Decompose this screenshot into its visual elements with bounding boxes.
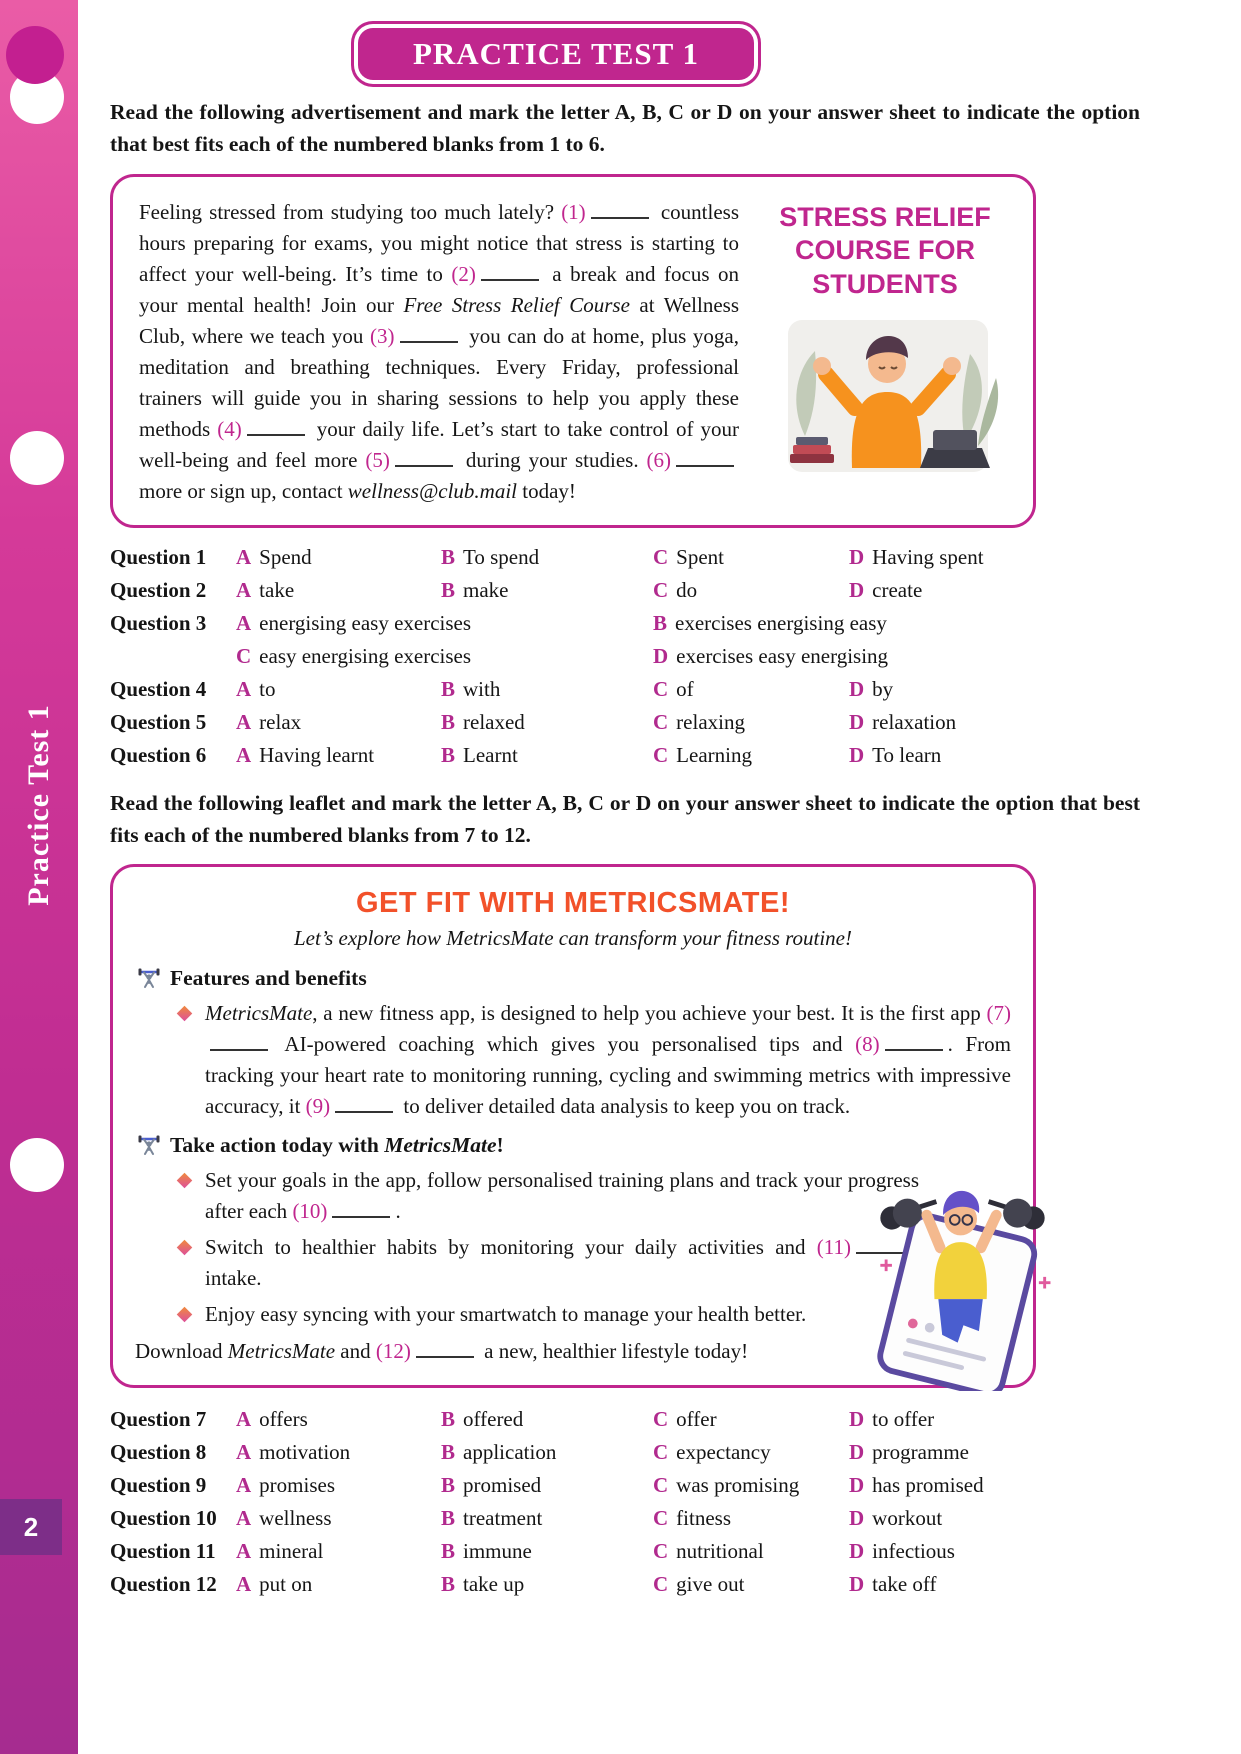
option-letter: C xyxy=(653,1506,669,1530)
option-a xyxy=(236,708,441,737)
option-text: offer xyxy=(676,1407,717,1431)
option-letter: A xyxy=(236,544,252,569)
blank-number: (10) xyxy=(292,1199,328,1223)
questions-1-6 xyxy=(110,543,1140,770)
question-row xyxy=(110,1504,1140,1533)
blank-number: (3) xyxy=(370,323,395,348)
question-row xyxy=(110,675,1140,704)
option-d xyxy=(849,576,1140,605)
blank-number: (4) xyxy=(217,416,242,441)
blank-line xyxy=(395,464,453,467)
part1-instructions: Read the following advertisement and mark the letter A, B, C or D on your answer sheet to indicate the option that best fits each of the numbered blanks from 1 to 6. xyxy=(110,100,1140,157)
option-a xyxy=(236,1537,441,1566)
option-text: of xyxy=(676,676,694,701)
option-a xyxy=(236,741,441,770)
bullet-text xyxy=(205,1232,919,1294)
option-letter: B xyxy=(441,1407,456,1431)
advertisement-box xyxy=(110,174,1036,528)
option-text: fitness xyxy=(676,1506,731,1530)
option-text: promised xyxy=(463,1473,542,1497)
option-letter: C xyxy=(653,1440,669,1464)
option-letter: A xyxy=(236,1407,252,1431)
option-text: relax xyxy=(259,709,302,734)
text-segment: Set your goals in the app, follow personalised training plans and track your progress after each xyxy=(205,1168,919,1223)
blank-line xyxy=(481,278,539,281)
option-d xyxy=(849,1570,1140,1599)
option-letter: B xyxy=(441,1572,456,1596)
leaflet-subtitle: Let’s explore how MetricsMate can transform your fitness routine! xyxy=(294,926,852,950)
bullet-item xyxy=(179,1232,919,1294)
option-text: infectious xyxy=(872,1539,955,1563)
option-c xyxy=(236,642,653,671)
option-c xyxy=(653,1537,849,1566)
option-c xyxy=(653,1570,849,1599)
option-text: immune xyxy=(463,1539,532,1563)
option-text: treatment xyxy=(463,1506,543,1530)
option-letter: A xyxy=(236,676,252,701)
features-heading xyxy=(137,963,1011,993)
blank-line xyxy=(416,1355,474,1358)
question-options xyxy=(236,543,1140,572)
option-letter: C xyxy=(653,1407,669,1431)
weightlifter-icon xyxy=(137,966,161,990)
option-letter: A xyxy=(236,577,252,602)
question-row xyxy=(110,708,1140,737)
option-letter: B xyxy=(653,610,668,635)
option-letter: D xyxy=(849,1440,865,1464)
option-letter: A xyxy=(236,1506,252,1530)
question-row xyxy=(110,741,1140,770)
option-text: easy energising exercises xyxy=(259,643,472,668)
text-segment: to deliver detailed data analysis to keep you on track. xyxy=(398,1094,851,1118)
option-text: take off xyxy=(872,1572,937,1596)
question-label: Question 1 xyxy=(110,544,207,569)
question-options xyxy=(236,1570,1140,1599)
option-b xyxy=(441,543,653,572)
ad-heading: STRESS RELIEF COURSE FOR STUDENTS xyxy=(779,201,991,299)
option-letter: D xyxy=(849,742,865,767)
option-text: application xyxy=(463,1440,557,1464)
text-segment: more or sign up, contact xyxy=(139,478,348,503)
action-heading-label xyxy=(170,1130,504,1160)
option-c xyxy=(653,708,849,737)
option-text: motivation xyxy=(259,1440,351,1464)
option-text: exercises energising easy xyxy=(675,610,887,635)
question-options xyxy=(236,1504,1140,1533)
option-a xyxy=(236,1405,441,1434)
text-segment: a new, healthier lifestyle today! xyxy=(478,1339,749,1363)
text-segment: at Wellness Club, where we teach you xyxy=(139,292,739,348)
question-label: Question 3 xyxy=(110,610,207,635)
weightlifter-icon xyxy=(137,1133,161,1157)
blank-line xyxy=(885,1048,943,1051)
question-label: Question 2 xyxy=(110,577,207,602)
option-text: workout xyxy=(872,1506,943,1530)
question-options xyxy=(236,1438,1140,1467)
option-c xyxy=(653,675,849,704)
action-bullets xyxy=(179,1165,919,1330)
question-row xyxy=(110,609,1140,671)
option-letter: B xyxy=(441,1506,456,1530)
option-text: take xyxy=(259,577,295,602)
questions-7-12 xyxy=(110,1405,1140,1599)
option-d xyxy=(849,543,1140,572)
option-a xyxy=(236,543,441,572)
option-a xyxy=(236,1504,441,1533)
option-text: promises xyxy=(259,1473,335,1497)
leaflet-title: GET FIT WITH METRICSMATE! xyxy=(355,887,791,919)
option-c xyxy=(653,741,849,770)
sidebar xyxy=(0,0,78,1754)
option-letter: D xyxy=(849,1473,865,1497)
question-label: Question 9 xyxy=(110,1473,207,1497)
option-a xyxy=(236,1438,441,1467)
option-text: to offer xyxy=(872,1407,935,1431)
question-label: Question 7 xyxy=(110,1407,207,1431)
option-letter: B xyxy=(441,742,456,767)
question-label: Question 11 xyxy=(110,1539,216,1563)
question-label: Question 4 xyxy=(110,676,207,701)
option-d xyxy=(653,642,1140,671)
question-row xyxy=(110,1471,1140,1500)
option-text: To learn xyxy=(872,742,942,767)
blank-number: (8) xyxy=(855,1032,880,1056)
option-d xyxy=(849,708,1140,737)
features-heading-label: Features and benefits xyxy=(170,966,367,990)
option-letter: D xyxy=(849,676,865,701)
option-letter: D xyxy=(849,544,865,569)
blank-line xyxy=(335,1110,393,1113)
text-segment: , a new fitness app, is designed to help you achieve your best. It is the first app xyxy=(312,1001,987,1025)
page-title-badge: PRACTICE TEST 1 xyxy=(358,28,754,80)
question-row xyxy=(110,1570,1140,1599)
option-d xyxy=(849,675,1140,704)
option-text: wellness xyxy=(259,1506,332,1530)
option-letter: B xyxy=(441,1440,456,1464)
binder-hole-icon xyxy=(10,431,64,485)
option-b xyxy=(441,741,653,770)
blank-line xyxy=(676,464,734,467)
text-segment: you can do at home, plus yoga, meditation and breathing techniques. Every Friday, professional trainers will guide you in sharing sessions to help you apply these methods xyxy=(139,323,739,441)
option-letter: D xyxy=(849,709,865,734)
text-segment: Enjoy easy syncing with your smartwatch to manage your health better. xyxy=(205,1302,807,1326)
option-text: was promising xyxy=(676,1473,800,1497)
option-d xyxy=(849,1405,1140,1434)
text-segment: Feeling stressed from studying too much lately? xyxy=(139,199,562,224)
option-c xyxy=(653,576,849,605)
blank-line xyxy=(591,216,649,219)
option-text: Spend xyxy=(259,544,312,569)
feature-bullets xyxy=(179,998,1011,1122)
fitness-app-illustration xyxy=(860,1159,1065,1391)
option-letter: C xyxy=(653,544,669,569)
blank-number: (5) xyxy=(365,447,390,472)
option-text: Spent xyxy=(676,544,725,569)
diamond-bullet-icon xyxy=(177,1006,193,1022)
option-d xyxy=(849,1504,1140,1533)
bullet-text xyxy=(205,998,1011,1122)
option-c xyxy=(653,1504,849,1533)
option-letter: B xyxy=(441,544,456,569)
option-b xyxy=(441,1570,653,1599)
question-options xyxy=(236,741,1140,770)
option-text: has promised xyxy=(872,1473,984,1497)
question-options xyxy=(236,675,1140,704)
option-text: Having spent xyxy=(872,544,984,569)
option-text: by xyxy=(872,676,894,701)
option-text: put on xyxy=(259,1572,313,1596)
option-a xyxy=(236,675,441,704)
option-letter: A xyxy=(236,610,252,635)
bullet-item xyxy=(179,1299,919,1330)
question-options xyxy=(236,609,1140,671)
blank-number: (12) xyxy=(375,1339,411,1363)
main-content xyxy=(110,96,1140,1616)
option-letter: D xyxy=(849,1572,865,1596)
option-letter: B xyxy=(441,1473,456,1497)
text-segment: MetricsMate xyxy=(227,1339,336,1363)
blank-line xyxy=(332,1215,390,1218)
option-b xyxy=(441,1537,653,1566)
text-segment: . From tracking your heart rate to monitoring running, cycling and swimming metrics with impressive accuracy, it xyxy=(205,1032,1011,1118)
text-segment: Download xyxy=(135,1339,228,1363)
blank-number: (1) xyxy=(561,199,586,224)
option-text: give out xyxy=(676,1572,745,1596)
option-b xyxy=(441,1471,653,1500)
option-text: take up xyxy=(463,1572,525,1596)
option-d xyxy=(849,1537,1140,1566)
part2-instructions: Read the following leaflet and mark the letter A, B, C or D on your answer sheet to indicate the option that best fits each of the numbered blanks from 7 to 12. xyxy=(110,790,1140,847)
option-b xyxy=(441,675,653,704)
option-text: energising easy exercises xyxy=(259,610,472,635)
question-row xyxy=(110,1537,1140,1566)
option-a xyxy=(236,1471,441,1500)
text-segment: Take action today with xyxy=(170,1133,385,1157)
option-letter: C xyxy=(653,1539,669,1563)
option-text: make xyxy=(463,577,509,602)
option-text: mineral xyxy=(259,1539,324,1563)
meditating-student-illustration xyxy=(760,316,1010,476)
option-letter: C xyxy=(653,676,669,701)
option-letter: A xyxy=(236,1440,252,1464)
option-letter: C xyxy=(653,742,669,767)
option-a xyxy=(236,576,441,605)
text-segment: your daily life. Let’s start to take control of your well-being and feel more xyxy=(139,416,739,472)
option-text: nutritional xyxy=(676,1539,764,1563)
option-letter: D xyxy=(849,1539,865,1563)
text-segment: . xyxy=(395,1199,401,1223)
option-letter: A xyxy=(236,1473,252,1497)
option-a xyxy=(236,1570,441,1599)
sidebar-label: Practice Test 1 xyxy=(22,704,55,906)
option-letter: B xyxy=(441,709,456,734)
text-segment: AI-powered coaching which gives you personalised tips and xyxy=(273,1032,856,1056)
blank-number: (11) xyxy=(816,1235,851,1259)
blank-line xyxy=(247,433,305,436)
option-c xyxy=(653,1405,849,1434)
option-letter: D xyxy=(653,643,669,668)
option-b xyxy=(441,1504,653,1533)
diamond-bullet-icon xyxy=(177,1307,193,1323)
blank-number: (6) xyxy=(646,447,671,472)
question-options xyxy=(236,576,1140,605)
diamond-bullet-icon xyxy=(177,1240,193,1256)
option-text: Learnt xyxy=(463,742,518,767)
option-letter: A xyxy=(236,742,252,767)
text-segment: intake. xyxy=(205,1266,262,1290)
blank-number: (2) xyxy=(451,261,476,286)
text-segment: during your studies. xyxy=(457,447,647,472)
leaflet-box xyxy=(110,864,1036,1388)
question-options xyxy=(236,1405,1140,1434)
option-letter: A xyxy=(236,1572,252,1596)
action-heading xyxy=(137,1130,1011,1160)
text-segment: MetricsMate xyxy=(205,1001,313,1025)
option-b xyxy=(441,576,653,605)
text-segment: today! xyxy=(517,478,576,503)
blank-line xyxy=(210,1048,268,1051)
option-letter: D xyxy=(849,1407,865,1431)
blank-number: (9) xyxy=(305,1094,331,1118)
option-text: expectancy xyxy=(676,1440,771,1464)
option-letter: C xyxy=(653,1572,669,1596)
option-letter: D xyxy=(849,1506,865,1530)
ad-right-column xyxy=(759,197,1011,507)
bullet-item xyxy=(179,998,1011,1122)
blank-line xyxy=(400,340,458,343)
ad-passage xyxy=(139,197,739,507)
question-label: Question 6 xyxy=(110,742,207,767)
option-text: relaxation xyxy=(872,709,957,734)
text-segment: MetricsMate xyxy=(384,1133,497,1157)
option-letter: C xyxy=(653,577,669,602)
option-c xyxy=(653,1438,849,1467)
question-label: Question 5 xyxy=(110,709,207,734)
option-text: programme xyxy=(872,1440,969,1464)
option-text: offers xyxy=(259,1407,308,1431)
question-options xyxy=(236,1537,1140,1566)
bullet-text xyxy=(205,1299,806,1330)
question-row xyxy=(110,576,1140,605)
option-letter: C xyxy=(653,709,669,734)
option-letter: B xyxy=(441,1539,456,1563)
page-number: 2 xyxy=(0,1499,62,1555)
option-c xyxy=(653,1471,849,1500)
option-text: to xyxy=(259,676,276,701)
bullet-text xyxy=(205,1165,919,1227)
question-options xyxy=(236,708,1140,737)
option-text: Learning xyxy=(676,742,752,767)
option-text: offered xyxy=(463,1407,524,1431)
option-text: To spend xyxy=(463,544,540,569)
text-segment: Free Stress Relief Course xyxy=(403,292,630,317)
option-a xyxy=(236,609,653,638)
question-row xyxy=(110,1438,1140,1467)
option-letter: B xyxy=(441,676,456,701)
option-letter: B xyxy=(441,577,456,602)
text-segment: countless hours preparing for exams, you might notice that stress is starting to affect your well-being. It’s time to xyxy=(139,199,739,286)
option-b xyxy=(653,609,1140,638)
option-letter: C xyxy=(236,643,252,668)
text-segment: wellness@club.mail xyxy=(347,478,518,503)
option-d xyxy=(849,1438,1140,1467)
diamond-bullet-icon xyxy=(177,1173,193,1189)
option-text: exercises easy energising xyxy=(676,643,889,668)
option-text: Having learnt xyxy=(259,742,375,767)
question-options xyxy=(236,1471,1140,1500)
option-b xyxy=(441,708,653,737)
option-b xyxy=(441,1438,653,1467)
option-text: with xyxy=(463,676,501,701)
text-segment: ! xyxy=(496,1133,504,1157)
question-label: Question 10 xyxy=(110,1506,217,1530)
text-segment: and xyxy=(335,1339,376,1363)
question-label: Question 8 xyxy=(110,1440,207,1464)
question-row xyxy=(110,1405,1140,1434)
option-letter: A xyxy=(236,1539,252,1563)
option-d xyxy=(849,741,1140,770)
text-segment: Switch to healthier habits by monitoring your daily activities and xyxy=(205,1235,817,1259)
binder-hole-icon xyxy=(10,1138,64,1192)
option-d xyxy=(849,1471,1140,1500)
option-b xyxy=(441,1405,653,1434)
option-letter: C xyxy=(653,1473,669,1497)
option-text: create xyxy=(872,577,923,602)
decorative-dot-icon xyxy=(6,26,64,84)
blank-number: (7) xyxy=(986,1001,1011,1025)
question-label: Question 12 xyxy=(110,1572,217,1596)
text-segment: a break and focus on your mental health! Join our xyxy=(139,261,739,317)
option-text: relaxed xyxy=(463,709,525,734)
question-row xyxy=(110,543,1140,572)
option-c xyxy=(653,543,849,572)
option-text: do xyxy=(676,577,698,602)
option-letter: D xyxy=(849,577,865,602)
bullet-item xyxy=(179,1165,919,1227)
option-letter: A xyxy=(236,709,252,734)
option-text: relaxing xyxy=(676,709,745,734)
